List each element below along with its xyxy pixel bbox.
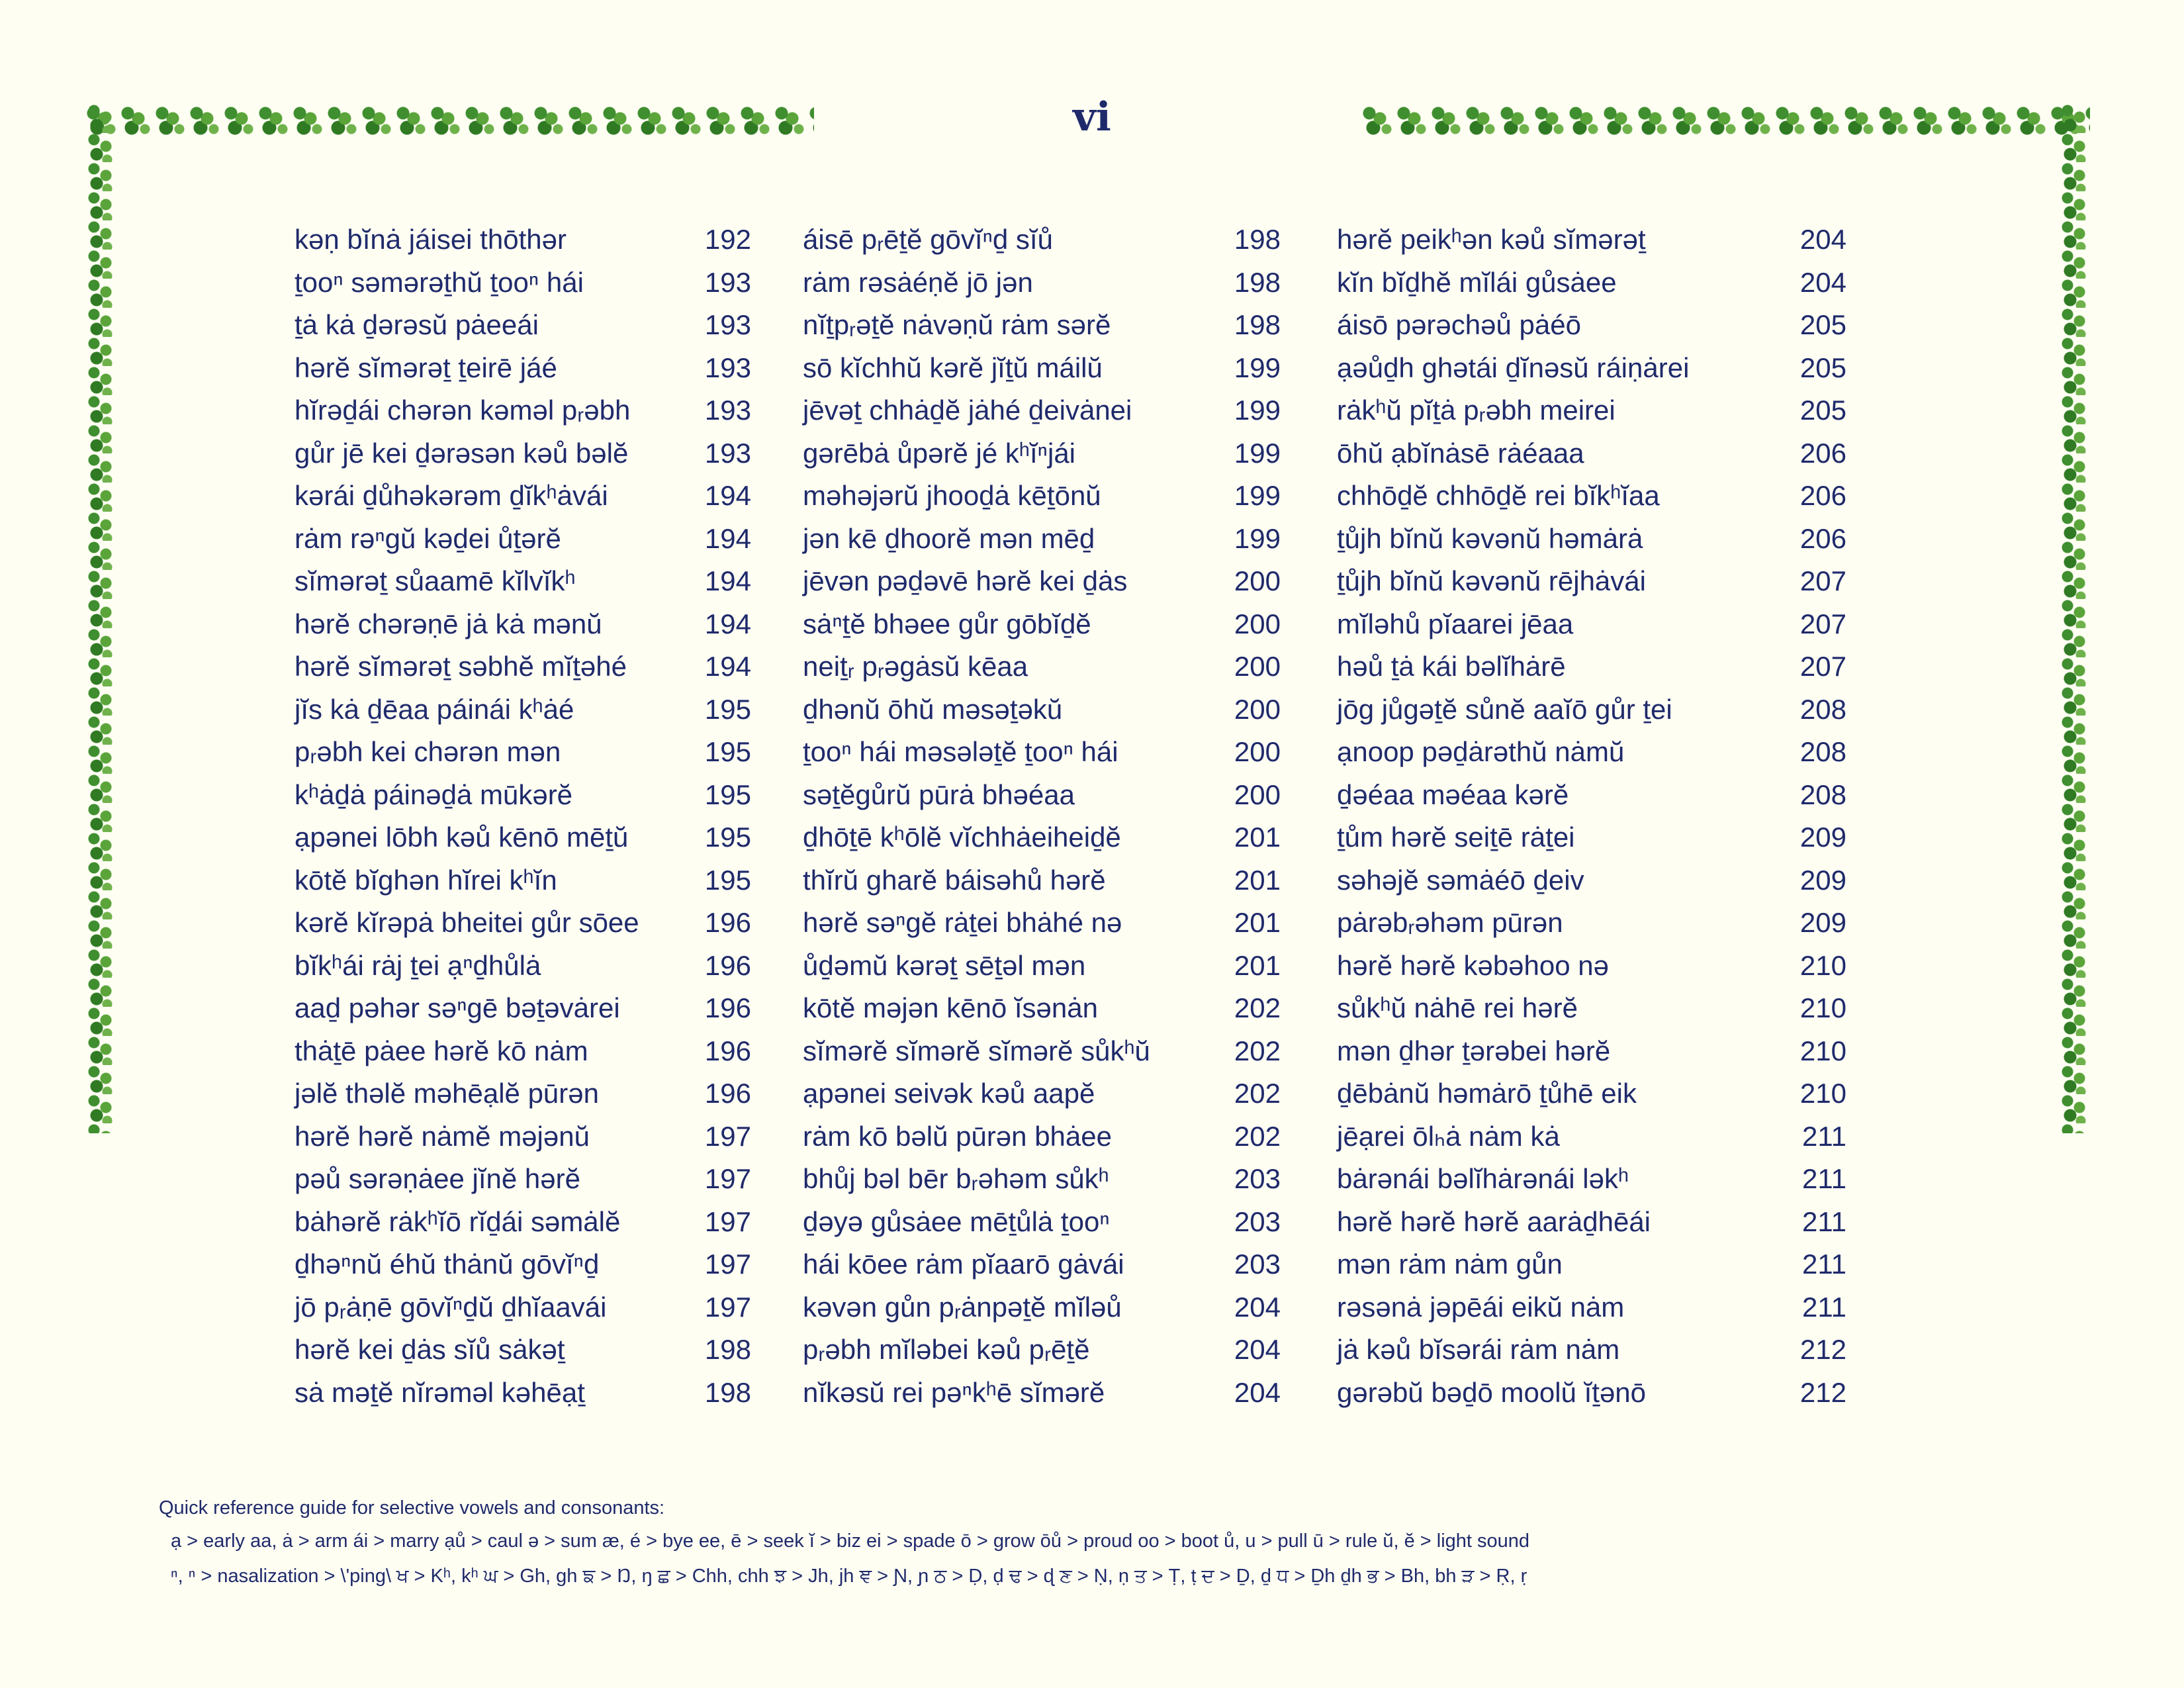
index-entry[interactable] — [803, 304, 1287, 347]
entry-page-number: 194 — [704, 651, 751, 682]
entry-page-number: 206 — [1799, 480, 1846, 511]
index-entry[interactable] — [1337, 987, 1853, 1030]
entry-title: sĭmərĕ sĭmərĕ sĭmərĕ sůkʰŭ — [803, 1035, 1150, 1066]
entry-page-number: 195 — [704, 693, 751, 725]
entry-title: ůḏəmŭ kərəṯ sēṯəl mən — [803, 949, 1086, 981]
entry-title: hərĕ peikʰən kəů sĭmərəṯ — [1337, 224, 1646, 255]
index-entry[interactable] — [803, 1115, 1287, 1158]
entry-title: həů ṯȧ kái bəlĭhȧrē — [1337, 651, 1566, 682]
index-entry[interactable] — [803, 432, 1287, 475]
index-entry[interactable] — [295, 1115, 758, 1158]
entry-page-number: 206 — [1799, 522, 1846, 554]
entry-title: áisō pərəchəů pȧéō — [1337, 309, 1581, 340]
entry-page-number: 198 — [704, 1376, 751, 1408]
entry-title: hərĕ hərĕ hərĕ aarȧḏhēái — [1337, 1205, 1651, 1237]
entry-title: sō kĭchhŭ kərĕ jĭṯŭ máilŭ — [803, 352, 1103, 383]
index-entry[interactable] — [1337, 1329, 1853, 1372]
entry-title: kʰȧḏȧ páinəḏȧ mūkərĕ — [295, 778, 573, 810]
index-entry[interactable] — [295, 304, 758, 347]
index-entry[interactable] — [295, 560, 758, 603]
index-entry[interactable] — [295, 603, 758, 646]
entry-page-number: 201 — [1234, 821, 1281, 853]
entry-page-number: 199 — [1234, 480, 1281, 511]
reference-guide-vowels: ạ > early aa, ȧ > arm ái > marry ạů > caul ə > sum æ, é > bye ee, ē > seek ĭ > biz ei > spade ō > grow ōů > proud oo > boot ů, u > pull ū > rule ŭ, ĕ > light sound — [171, 1530, 1530, 1552]
entry-title: ṯůjh bĭnŭ kəvənŭ həmȧrȧ — [1337, 522, 1643, 554]
entry-title: səhəjĕ səmȧéō ḏeiv — [1337, 864, 1584, 896]
index-entry[interactable] — [803, 261, 1287, 305]
entry-page-number: 200 — [1234, 608, 1281, 639]
index-entry[interactable] — [803, 987, 1287, 1030]
entry-page-number: 195 — [704, 736, 751, 767]
entry-title: rȧm rəⁿgŭ kəḏei ůṯərĕ — [295, 522, 561, 554]
entry-title: ḏhənŭ ōhŭ məsəṯəkŭ — [803, 693, 1063, 725]
index-entry[interactable] — [1337, 645, 1853, 688]
entry-page-number: 197 — [704, 1291, 751, 1323]
entry-page-number: 199 — [1234, 522, 1281, 554]
entry-title: pᵣəbh mĭləbei kəů pᵣēṯĕ — [803, 1334, 1090, 1365]
entry-title: pᵣəbh kei chərən mən — [295, 736, 561, 767]
index-entry[interactable] — [1337, 1030, 1853, 1073]
entry-title: hərĕ səⁿgĕ rȧṯei bhȧhé nə — [803, 907, 1122, 938]
entry-page-number: 196 — [704, 1035, 751, 1066]
entry-title: kōtĕ məjən kēnō ĭsənȧn — [803, 992, 1098, 1023]
index-entry[interactable] — [295, 389, 758, 432]
entry-title: hərĕ hərĕ nȧmĕ məjənŭ — [295, 1120, 590, 1152]
index-entry[interactable] — [295, 945, 758, 988]
entry-title: ṯooⁿ hái məsələṯĕ ṯooⁿ hái — [803, 736, 1118, 767]
entry-page-number: 197 — [704, 1120, 751, 1152]
index-entry[interactable] — [295, 1329, 758, 1372]
entry-title: kəvən gůn pᵣȧnpəṯĕ mĭləů — [803, 1291, 1122, 1323]
index-entry[interactable] — [803, 1030, 1287, 1073]
index-entry[interactable] — [1337, 1243, 1853, 1286]
entry-title: kĭn bĭḏhĕ mĭlái gůsȧee — [1337, 266, 1617, 298]
entry-page-number: 195 — [704, 864, 751, 896]
decorative-border-top-left — [86, 104, 814, 138]
entry-title: hərĕ kei ḏȧs sĭů sȧkəṯ — [295, 1334, 565, 1365]
index-entry[interactable] — [1337, 1286, 1853, 1329]
entry-title: bȧrənái bəlĭhȧrənái ləkʰ — [1337, 1163, 1629, 1194]
entry-title: jōg jůgəṯĕ sůnĕ aaĭō gůr ṯei — [1337, 693, 1672, 725]
index-entry[interactable] — [295, 688, 758, 731]
index-entry[interactable] — [803, 1372, 1287, 1415]
entry-title: hĭrəḏái chərən kəməl pᵣəbh — [295, 395, 631, 426]
index-entry[interactable] — [295, 731, 758, 774]
index-entry[interactable] — [1337, 731, 1853, 774]
entry-title: ḏhōṯē kʰōlĕ vĭchhȧeiheiḏĕ — [803, 821, 1121, 853]
entry-page-number: 207 — [1799, 608, 1846, 639]
entry-page-number: 201 — [1234, 907, 1281, 938]
entry-page-number: 193 — [704, 266, 751, 298]
index-entry[interactable] — [1337, 902, 1853, 945]
entry-page-number: 195 — [704, 778, 751, 810]
entry-page-number: 205 — [1799, 309, 1846, 340]
entry-title: rȧm kō bəlŭ pūrən bhȧee — [803, 1120, 1112, 1152]
index-entry[interactable] — [803, 560, 1287, 603]
entry-page-number: 212 — [1799, 1334, 1846, 1365]
entry-title: kəṇ bĭnȧ jáisei thōthər — [295, 224, 567, 255]
index-entry[interactable] — [803, 1286, 1287, 1329]
entry-title: sůkʰŭ nȧhē rei hərĕ — [1337, 992, 1578, 1023]
entry-page-number: 210 — [1799, 1078, 1846, 1109]
index-entry[interactable] — [1337, 304, 1853, 347]
entry-title: ḏəyə gůsȧee mēṯůlȧ ṯooⁿ — [803, 1205, 1110, 1237]
entry-title: neiṯᵣ pᵣəgȧsŭ kēaa — [803, 651, 1028, 682]
entry-title: gərəbŭ bəḏō moolŭ ĭṯənō — [1337, 1376, 1647, 1408]
page-number: vi — [1073, 94, 1111, 140]
entry-page-number: 209 — [1799, 907, 1846, 938]
index-entry[interactable] — [295, 859, 758, 902]
entry-title: jō pᵣȧṇē gōvĭⁿḏŭ ḏhĭaavái — [295, 1291, 607, 1323]
decorative-border-left — [86, 104, 115, 1133]
entry-title: ḏēbȧnŭ həmȧrō ṯůhē eik — [1337, 1078, 1637, 1109]
entry-title: thȧṯē pȧee hərĕ kō nȧm — [295, 1035, 588, 1066]
entry-title: pȧrəbᵣəhəm pūrən — [1337, 907, 1563, 938]
entry-title: hərĕ sĭmərəṯ ṯeirē jáé — [295, 352, 557, 383]
index-entry[interactable] — [295, 902, 758, 945]
entry-title: bȧhərĕ rȧkʰĭō rĭḏái səmȧlĕ — [295, 1205, 621, 1237]
entry-page-number: 200 — [1234, 778, 1281, 810]
entry-page-number: 206 — [1799, 437, 1846, 469]
entry-page-number: 199 — [1234, 395, 1281, 426]
index-entry[interactable] — [295, 518, 758, 561]
entry-page-number: 196 — [704, 949, 751, 981]
index-entry[interactable] — [803, 603, 1287, 646]
entry-page-number: 196 — [704, 907, 751, 938]
entry-title: kərái ḏůhəkərəm ḏĭkʰȧvái — [295, 480, 608, 511]
entry-page-number: 211 — [1802, 1291, 1846, 1323]
index-entry[interactable] — [1337, 518, 1853, 561]
decorative-border-right — [2060, 104, 2089, 1133]
index-entry[interactable] — [803, 731, 1287, 774]
entry-title: bhůj bəl bēr bᵣəhəm sůkʰ — [803, 1163, 1109, 1194]
index-entry[interactable] — [803, 774, 1287, 817]
entry-page-number: 198 — [1234, 224, 1281, 255]
entry-title: ṯooⁿ səmərəṯhŭ ṯooⁿ hái — [295, 266, 584, 298]
index-entry[interactable] — [803, 945, 1287, 988]
entry-page-number: 204 — [1234, 1291, 1281, 1323]
entry-page-number: 193 — [704, 352, 751, 383]
entry-page-number: 194 — [704, 565, 751, 596]
index-entry[interactable] — [803, 389, 1287, 432]
index-entry[interactable] — [1337, 389, 1853, 432]
entry-title: sȧ məṯĕ nĭrəməl kəhēạṯ — [295, 1376, 585, 1408]
entry-title: ṯȧ kȧ ḏərəsŭ pȧeeái — [295, 309, 539, 340]
entry-title: jən kē ḏhoorĕ mən mēḏ — [803, 522, 1095, 554]
entry-page-number: 208 — [1799, 778, 1846, 810]
entry-page-number: 204 — [1799, 266, 1846, 298]
index-entry[interactable] — [295, 774, 758, 817]
index-entry[interactable] — [295, 1372, 758, 1415]
entry-title: mən ḏhər ṯərəbei hərĕ — [1337, 1035, 1611, 1066]
reference-guide-heading: Quick reference guide for selective vowels and consonants: — [159, 1497, 665, 1519]
entry-page-number: 204 — [1234, 1376, 1281, 1408]
entry-title: ạpənei seivək kəů aapĕ — [803, 1078, 1095, 1109]
entry-page-number: 198 — [704, 1334, 751, 1365]
entry-title: mən rȧm nȧm gůn — [1337, 1248, 1563, 1280]
entry-page-number: 194 — [704, 608, 751, 639]
entry-page-number: 211 — [1802, 1205, 1846, 1237]
entry-title: mĭləhů pĭaarei jēaa — [1337, 608, 1574, 639]
entry-title: nĭkəsŭ rei pəⁿkʰē sĭmərĕ — [803, 1376, 1105, 1408]
entry-title: sȧⁿṯĕ bhəee gůr gōbĭḏĕ — [803, 608, 1091, 639]
entry-page-number: 202 — [1234, 992, 1281, 1023]
index-entry[interactable] — [295, 475, 758, 518]
entry-page-number: 210 — [1799, 1035, 1846, 1066]
index-entry[interactable] — [295, 645, 758, 688]
index-entry[interactable] — [295, 1243, 758, 1286]
entry-page-number: 197 — [704, 1248, 751, 1280]
index-entry[interactable] — [1337, 859, 1853, 902]
entry-page-number: 196 — [704, 1078, 751, 1109]
entry-title: nĭṯpᵣəṯĕ nȧvəṇŭ rȧm sərĕ — [803, 309, 1111, 340]
entry-page-number: 202 — [1234, 1120, 1281, 1152]
index-entry[interactable] — [1337, 475, 1853, 518]
index-entry[interactable] — [1337, 1072, 1853, 1115]
index-entry[interactable] — [1337, 688, 1853, 731]
entry-title: ạpənei lōbh kəů kēnō mēṯŭ — [295, 821, 629, 853]
entry-page-number: 208 — [1799, 736, 1846, 767]
index-entry[interactable] — [803, 645, 1287, 688]
entry-page-number: 192 — [704, 224, 751, 255]
entry-page-number: 197 — [704, 1205, 751, 1237]
entry-title: jēạrei ōlₕȧ nȧm kȧ — [1337, 1120, 1560, 1152]
index-entry[interactable] — [1337, 560, 1853, 603]
entry-title: sĭmərəṯ sůaamē kĭlvĭkʰ — [295, 565, 576, 596]
index-entry[interactable] — [1337, 1372, 1853, 1415]
index-entry[interactable] — [803, 1329, 1287, 1372]
index-entry[interactable] — [803, 347, 1287, 390]
entry-title: hərĕ sĭmərəṯ səbhĕ mĭṯəhé — [295, 651, 627, 682]
entry-page-number: 212 — [1799, 1376, 1846, 1408]
entry-title: thĭrŭ gharĕ báisəhů hərĕ — [803, 864, 1106, 896]
index-entry[interactable] — [295, 261, 758, 305]
index-entry[interactable] — [803, 1201, 1287, 1244]
index-entry[interactable] — [1337, 347, 1853, 390]
index-entry[interactable] — [295, 432, 758, 475]
entry-title: ṯům hərĕ seiṯē rȧṯei — [1337, 821, 1575, 853]
entry-title: səṯĕgůrŭ pūrȧ bhəéaa — [803, 778, 1075, 810]
entry-page-number: 198 — [1234, 309, 1281, 340]
index-entry[interactable] — [1337, 218, 1853, 261]
entry-title: jȧ kəů bĭsərái rȧm nȧm — [1337, 1334, 1620, 1365]
entry-page-number: 199 — [1234, 437, 1281, 469]
entry-title: hái kōee rȧm pĭaarō gȧvái — [803, 1248, 1124, 1280]
entry-page-number: 207 — [1799, 565, 1846, 596]
entry-title: kərĕ kĭrəpȧ bheitei gůr sōee — [295, 907, 639, 938]
index-entry[interactable] — [295, 816, 758, 859]
entry-title: məhəjərŭ jhooḏȧ kēṯōnŭ — [803, 480, 1101, 511]
index-entry[interactable] — [295, 218, 758, 261]
index-column-2 — [803, 218, 1287, 1414]
index-column-3 — [1337, 218, 1853, 1414]
index-entry[interactable] — [803, 1072, 1287, 1115]
entry-title: hərĕ chərəṇē jȧ kȧ mənŭ — [295, 608, 602, 639]
entry-page-number: 210 — [1799, 949, 1846, 981]
index-entry[interactable] — [1337, 1115, 1853, 1158]
index-entry[interactable] — [295, 1030, 758, 1073]
entry-page-number: 210 — [1799, 992, 1846, 1023]
entry-title: jēvəṯ chhȧḏĕ jȧhé ḏeivȧnei — [803, 395, 1132, 426]
entry-title: hərĕ hərĕ kəbəhoo nə — [1337, 949, 1609, 981]
entry-page-number: 203 — [1234, 1163, 1281, 1194]
entry-title: pəů sərəṇȧee jĭnĕ hərĕ — [295, 1163, 580, 1194]
index-entry[interactable] — [803, 1158, 1287, 1201]
index-entry[interactable] — [1337, 261, 1853, 305]
entry-page-number: 208 — [1799, 693, 1846, 725]
index-entry[interactable] — [803, 518, 1287, 561]
entry-title: jēvən pəḏəvē hərĕ kei ḏȧs — [803, 565, 1128, 596]
decorative-border-top-right — [1362, 104, 2090, 138]
index-entry[interactable] — [295, 347, 758, 390]
index-entry[interactable] — [803, 475, 1287, 518]
entry-page-number: 194 — [704, 522, 751, 554]
entry-title: gůr jē kei ḏərəsən kəů bəlĕ — [295, 437, 629, 469]
index-entry[interactable] — [295, 1072, 758, 1115]
index-entry[interactable] — [1337, 945, 1853, 988]
index-entry[interactable] — [295, 1286, 758, 1329]
entry-page-number: 200 — [1234, 736, 1281, 767]
entry-title: aaḏ pəhər səⁿgē bəṯəvȧrei — [295, 992, 620, 1023]
entry-page-number: 209 — [1799, 821, 1846, 853]
entry-title: jĭs kȧ ḏēaa páinái kʰȧé — [295, 693, 574, 725]
entry-page-number: 205 — [1799, 352, 1846, 383]
entry-page-number: 211 — [1802, 1248, 1846, 1280]
entry-title: ṯůjh bĭnŭ kəvənŭ rējhȧvái — [1337, 565, 1646, 596]
entry-page-number: 197 — [704, 1163, 751, 1194]
entry-page-number: 200 — [1234, 565, 1281, 596]
entry-title: rȧm rəsȧéṇĕ jō jən — [803, 266, 1033, 298]
entry-page-number: 199 — [1234, 352, 1281, 383]
index-entry[interactable] — [295, 987, 758, 1030]
entry-page-number: 211 — [1802, 1120, 1846, 1152]
index-entry[interactable] — [803, 859, 1287, 902]
entry-page-number: 209 — [1799, 864, 1846, 896]
index-entry[interactable] — [1337, 816, 1853, 859]
entry-page-number: 211 — [1802, 1163, 1846, 1194]
entry-page-number: 204 — [1799, 224, 1846, 255]
entry-title: bĭkʰái rȧj ṯei ạⁿḏhůlȧ — [295, 949, 541, 981]
entry-title: jəlĕ thəlĕ məhēạlĕ pūrən — [295, 1078, 599, 1109]
entry-page-number: 200 — [1234, 651, 1281, 682]
entry-title: ḏəéaa məéaa kərĕ — [1337, 778, 1569, 810]
index-entry[interactable] — [803, 902, 1287, 945]
entry-title: chhōḏĕ chhōḏĕ rei bĭkʰĭaa — [1337, 480, 1660, 511]
entry-title: ạnoop pəḏȧrəthŭ nȧmŭ — [1337, 736, 1625, 767]
entry-page-number: 201 — [1234, 864, 1281, 896]
entry-page-number: 201 — [1234, 949, 1281, 981]
reference-guide-consonants: ⁿ, ⁿ > nasalization > \'ping\ ਖ > Kʰ, kʰ ਘ > Gh, gh ਙ > Ŋ, ŋ ਛ > Chh, chh ਝ > Jh, jh ਞ > Ɲ, ɲ ਠ > Ḍ, ḍ ਢ > ɖ ਣ > Ṇ, ṇ ਤ > Ṭ, ṭ ਦ > Ḏ, ḏ ਧ > Ḏh ḏh ਭ > Bh, bh ੜ > Ṛ, ṛ — [171, 1566, 1527, 1587]
entry-page-number: 198 — [1234, 266, 1281, 298]
entry-title: áisē pᵣēṯĕ gōvĭⁿḏ sĭů — [803, 224, 1053, 255]
entry-title: kōtĕ bĭghən hĭrei kʰĭn — [295, 864, 557, 896]
index-entry[interactable] — [803, 688, 1287, 731]
index-entry[interactable] — [1337, 1158, 1853, 1201]
entry-page-number: 204 — [1234, 1334, 1281, 1365]
index-entry[interactable] — [295, 1201, 758, 1244]
entry-page-number: 202 — [1234, 1078, 1281, 1109]
entry-page-number: 193 — [704, 437, 751, 469]
index-entry[interactable] — [295, 1158, 758, 1201]
index-entry[interactable] — [1337, 774, 1853, 817]
entry-page-number: 193 — [704, 309, 751, 340]
index-entry[interactable] — [803, 816, 1287, 859]
entry-title: rȧkʰŭ pĭṯȧ pᵣəbh meirei — [1337, 395, 1615, 426]
entry-page-number: 207 — [1799, 651, 1846, 682]
entry-page-number: 203 — [1234, 1205, 1281, 1237]
index-entry[interactable] — [803, 1243, 1287, 1286]
entry-title: rəsənȧ jəpēái eikŭ nȧm — [1337, 1291, 1625, 1323]
entry-page-number: 203 — [1234, 1248, 1281, 1280]
index-entry[interactable] — [803, 218, 1287, 261]
index-column-1 — [295, 218, 758, 1414]
index-entry[interactable] — [1337, 603, 1853, 646]
entry-page-number: 196 — [704, 992, 751, 1023]
entry-title: ōhŭ ạbĭnȧsē rȧéaaa — [1337, 437, 1584, 469]
entry-title: ạəůḏh ghətái ḏĭnəsŭ ráiṇȧrei — [1337, 352, 1690, 383]
entry-page-number: 202 — [1234, 1035, 1281, 1066]
entry-title: gərēbȧ ůpərĕ jé kʰĭⁿjái — [803, 437, 1076, 469]
entry-page-number: 194 — [704, 480, 751, 511]
entry-page-number: 193 — [704, 395, 751, 426]
index-entry[interactable] — [1337, 1201, 1853, 1244]
entry-page-number: 205 — [1799, 395, 1846, 426]
entry-page-number: 200 — [1234, 693, 1281, 725]
index-entry[interactable] — [1337, 432, 1853, 475]
entry-page-number: 195 — [704, 821, 751, 853]
entry-title: ḏhəⁿnŭ éhŭ thȧnŭ gōvĭⁿḏ — [295, 1248, 600, 1280]
